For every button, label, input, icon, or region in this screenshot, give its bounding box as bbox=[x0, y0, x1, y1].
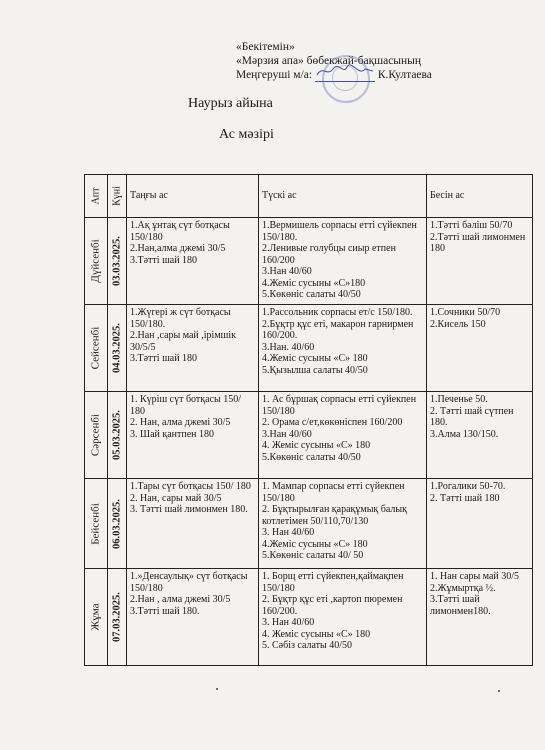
breakfast-item: 3.Тәтті шай 180 bbox=[130, 254, 198, 266]
lunch-item: 1. Мампар сорпасы етті сүйекпен 150/180 bbox=[262, 481, 405, 504]
stamp-seal bbox=[322, 55, 370, 103]
lunch-cell bbox=[259, 305, 427, 392]
breakfast-item: 1. Күріш сүт ботқасы 150/ 180 bbox=[130, 394, 242, 417]
table-row bbox=[85, 569, 533, 666]
snack-cell bbox=[427, 479, 533, 569]
director-label: Меңгеруші м/а: bbox=[236, 69, 313, 81]
month-title: Наурыз айына bbox=[188, 96, 273, 111]
lunch-item: 5. Сәбіз салаты 40/50 bbox=[262, 640, 353, 651]
date-cell: 07.03.2025. bbox=[108, 569, 127, 666]
breakfast-cell bbox=[127, 305, 259, 392]
lunch-item: 4. Жеміс сусыны «С» 180 bbox=[262, 440, 371, 451]
lunch-item: 5.Көкөніс салаты 40/ 50 bbox=[262, 550, 364, 561]
approval-line-institution: «Мәрзия апа» бөбекжай-бақшасының bbox=[236, 55, 422, 67]
weekday-cell: Жұма bbox=[85, 569, 108, 666]
snack-item: 2.Кисель 150 bbox=[430, 318, 486, 330]
lunch-item: 2. Бұқтр құс еті ,картоп пюремен 160/200. bbox=[262, 594, 403, 617]
lunch-item: 3. Нан 40/60 bbox=[262, 527, 315, 538]
weekday-cell: Сейсенбі bbox=[85, 305, 108, 392]
lunch-item: 1. Борщ етті сүйекпен,қаймақпен 150/180 bbox=[262, 571, 404, 594]
breakfast-cell bbox=[127, 218, 259, 305]
lunch-cell bbox=[259, 392, 427, 479]
snack-item: 1.Сочники 50/70 bbox=[430, 307, 501, 318]
snack-cell bbox=[427, 218, 533, 305]
breakfast-cell bbox=[127, 392, 259, 479]
breakfast-cell bbox=[127, 569, 259, 666]
lunch-cell bbox=[259, 479, 427, 569]
lunch-item: 5.Көкөніс салаты 40/50 bbox=[262, 451, 361, 463]
lunch-item: 5.Көкөніс салаты 40/50 bbox=[262, 289, 361, 300]
lunch-item: 1.Вермишель сорпасы етті сүйекпен 150/180. bbox=[262, 220, 417, 243]
weekday-cell: Бейсенбі bbox=[85, 479, 108, 569]
speck bbox=[498, 690, 500, 692]
speck bbox=[216, 688, 218, 690]
snack-item: 1. Нан сары май 30/5 bbox=[430, 571, 520, 582]
snack-cell bbox=[427, 305, 533, 392]
snack-item: 1.Печенье 50. bbox=[430, 394, 488, 405]
breakfast-item: 3.Тәтті шай 180. bbox=[130, 605, 200, 617]
lunch-item: 2. Орама с/ет,көкөніспен 160/200 bbox=[262, 417, 403, 428]
snack-cell bbox=[427, 569, 533, 666]
snack-item: 3.Тәтті шай лимонмен180. bbox=[430, 594, 491, 617]
header-week: Апт bbox=[85, 175, 108, 218]
breakfast-item: 2.Нан , алма джемі 30/5 bbox=[130, 594, 231, 605]
snack-cell bbox=[427, 392, 533, 479]
snack-item: 1.Рогалики 50-70. bbox=[430, 481, 506, 492]
lunch-item: 4.Жеміс сусыны «С» 180 bbox=[262, 353, 368, 364]
header-lunch: Түскі ас bbox=[259, 175, 427, 218]
table-row bbox=[85, 218, 533, 305]
lunch-cell bbox=[259, 569, 427, 666]
breakfast-item: 1.Ақ ұнтақ сүт ботқасы 150/180 bbox=[130, 220, 230, 243]
header-breakfast: Таңғы ас bbox=[127, 175, 259, 218]
table-row bbox=[85, 479, 533, 569]
lunch-item: 4.Жеміс сусыны «С»180 bbox=[262, 277, 366, 289]
lunch-item: 2. Бұқтырылған қарақұмық балық котлетімен 50/110,70/130 bbox=[262, 504, 407, 527]
weekday-cell: Дүйсенбі bbox=[85, 218, 108, 305]
header-day: Күні bbox=[108, 175, 127, 218]
lunch-item: 4. Жеміс сусыны «С» 180 bbox=[262, 628, 371, 640]
lunch-cell bbox=[259, 218, 427, 305]
breakfast-item: 2.Нан,алма джемі 30/5 bbox=[130, 243, 226, 254]
breakfast-item: 2. Нан, алма джемі 30/5 bbox=[130, 417, 231, 428]
breakfast-item: 3. Шай қантпен 180 bbox=[130, 428, 215, 440]
lunch-item: 3.Нан 40/60 bbox=[262, 428, 312, 440]
snack-item: 2.Жұмыртқа ½. bbox=[430, 582, 496, 594]
table-row bbox=[85, 392, 533, 479]
snack-item: 2. Тәтті шай сүтпен 180. bbox=[430, 405, 514, 428]
weekday-cell: Сәрсенбі bbox=[85, 392, 108, 479]
date-cell: 06.03.2025. bbox=[108, 479, 127, 569]
menu-title: Ас мәзірі bbox=[219, 127, 274, 142]
header-snack: Бесін ас bbox=[427, 175, 533, 218]
breakfast-item: 1.»Денсаулық» сүт ботқасы 150/180 bbox=[130, 571, 248, 594]
lunch-item: 4.Жеміс сусыны «С» 180 bbox=[262, 538, 368, 550]
breakfast-item: 2. Нан, сары май 30/5 bbox=[130, 492, 222, 504]
snack-item: 2.Тәтті шай лимонмен 180 bbox=[430, 231, 526, 254]
date-cell: 05.03.2025. bbox=[108, 392, 127, 479]
date-cell: 04.03.2025. bbox=[108, 305, 127, 392]
table-row bbox=[85, 305, 533, 392]
lunch-item: 1. Ас бұршақ сорпасы етті сүйекпен 150/180 bbox=[262, 394, 417, 417]
lunch-item: 3. Нан 40/60 bbox=[262, 617, 315, 628]
menu-table bbox=[84, 174, 533, 666]
lunch-item: 2.Ленивые голубцы сиыр етпен 160/200 bbox=[262, 243, 396, 266]
lunch-item: 1.Рассольник сорпасы ет/с 150/180. bbox=[262, 307, 413, 318]
table-header-row bbox=[85, 175, 533, 218]
breakfast-item: 2.Нан ,сары май ,ірімшік 30/5/5 bbox=[130, 330, 237, 353]
lunch-item: 3.Нан. 40/60 bbox=[262, 341, 315, 353]
director-name: К.Култаева bbox=[377, 69, 432, 81]
breakfast-item: 1.Тары сүт ботқасы 150/ 180 bbox=[130, 481, 251, 492]
snack-item: 3.Алма 130/150. bbox=[430, 428, 499, 440]
snack-item: 1.Тәтті бәліш 50/70 bbox=[430, 220, 513, 231]
approval-line-approve: «Бекітемін» bbox=[236, 41, 295, 53]
breakfast-item: 3. Тәтті шай лимонмен 180. bbox=[130, 504, 248, 515]
snack-item: 2. Тәтті шай 180 bbox=[430, 492, 500, 504]
breakfast-item: 3.Тәтті шай 180 bbox=[130, 353, 198, 364]
lunch-item: 5.Қызылша салаты 40/50 bbox=[262, 364, 368, 376]
lunch-item: 2.Бұқтр құс еті, макарон гарнирмен 160/200. bbox=[262, 318, 414, 341]
date-cell: 03.03.2025. bbox=[108, 218, 127, 305]
breakfast-cell bbox=[127, 479, 259, 569]
breakfast-item: 1.Жүгері ж сүт ботқасы 150/180. bbox=[130, 307, 231, 330]
lunch-item: 3.Нан 40/60 bbox=[262, 266, 312, 277]
